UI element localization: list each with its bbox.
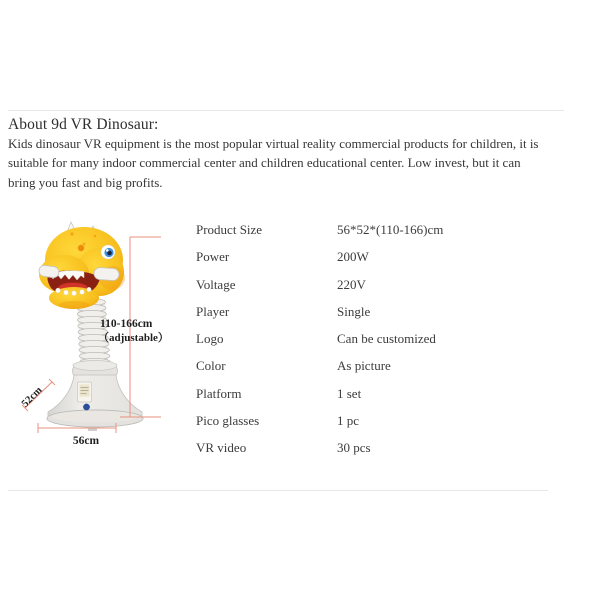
- spec-value: As picture: [337, 358, 391, 374]
- spec-value: 30 pcs: [337, 440, 371, 456]
- dinosaur-head: [38, 222, 125, 309]
- product-photo: [20, 218, 180, 458]
- spec-label: Product Size: [196, 222, 263, 237]
- spec-value: Single: [337, 303, 371, 319]
- dinosaur-vr-illustration: [20, 218, 180, 458]
- spec-label: Power: [196, 249, 230, 265]
- spec-row: [196, 218, 576, 245]
- spec-label: Logo: [196, 331, 224, 347]
- spec-row: [196, 409, 576, 436]
- dimension-width-label: 56cm: [72, 435, 100, 447]
- dinosaur-eye: [101, 245, 115, 259]
- spec-table: [196, 218, 576, 464]
- spec-label: Platform: [196, 385, 242, 401]
- spec-row: [196, 300, 576, 327]
- section-heading: About 9d VR Dinosaur:: [8, 116, 159, 133]
- spec-label: VR video: [196, 440, 247, 456]
- section-description: Kids dinosaur VR equipment is the most popular virtual reality commercial products for children, it is suitable for many indoor commercial center and children educational center. Low invest, but it can bring you fast and big profits.: [8, 136, 539, 190]
- spec-value: 56*52*(110-166)cm: [337, 222, 444, 237]
- base-logo-dot: [83, 404, 89, 410]
- machine-base: [47, 361, 143, 432]
- spec-value: Can be customized: [337, 331, 436, 347]
- spec-label: Pico glasses: [196, 413, 260, 429]
- spec-row: [196, 382, 576, 409]
- spec-value: 220V: [337, 276, 366, 292]
- bottom-divider: [8, 490, 548, 491]
- dimension-depth-label: 52cm: [20, 384, 45, 410]
- spec-label: Player: [196, 303, 230, 319]
- spec-row: [196, 327, 576, 354]
- spec-row: [196, 273, 576, 300]
- nostril-dot: [78, 245, 84, 251]
- spec-label: Voltage: [196, 276, 236, 292]
- spec-value: 1 set: [337, 385, 362, 401]
- spec-value: 1 pc: [337, 413, 360, 429]
- spec-label: Color: [196, 358, 226, 374]
- spec-row: [196, 354, 576, 381]
- dimension-height-label: 110-166cm: [100, 318, 153, 330]
- right-grip: [94, 267, 120, 281]
- spec-row: [196, 245, 576, 272]
- spec-value: 200W: [337, 249, 369, 265]
- top-divider: [8, 110, 564, 111]
- dimension-height-sublabel: （adjustable）: [98, 332, 169, 344]
- spec-row: [196, 436, 576, 463]
